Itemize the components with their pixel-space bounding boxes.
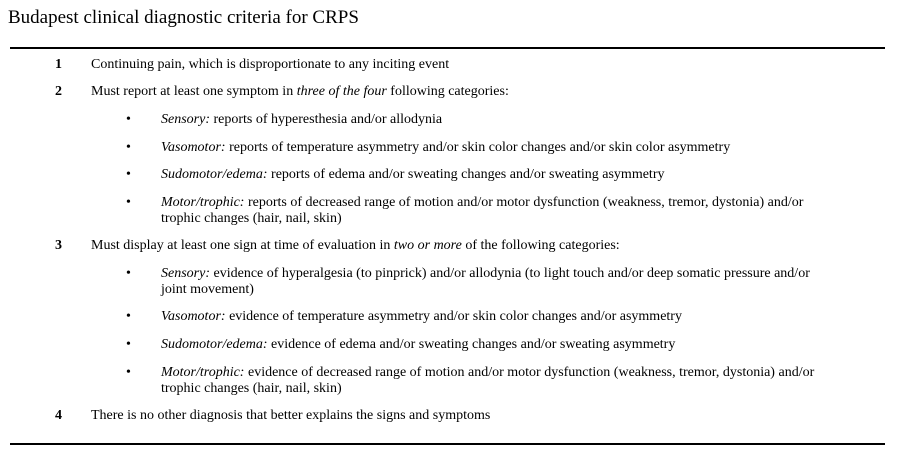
criterion-text: There is no other diagnosis that better explains the signs and symptoms (91, 408, 491, 423)
list-item: Motor/trophic: evidence of decreased range of motion and/or motor dysfunction (weakness, tremor, dystonia) and/or (161, 365, 815, 380)
criterion-number: 3 (55, 238, 62, 253)
criterion-number: 4 (55, 408, 62, 423)
list-item: Sensory: evidence of hyperalgesia (to pinprick) and/or allodynia (to light touch and/or deep somatic pressure and/or (161, 266, 810, 281)
criterion-number: 1 (55, 57, 62, 72)
list-item: Vasomotor: reports of temperature asymmetry and/or skin color changes and/or skin color asymmetry (161, 140, 731, 155)
criterion-text: Continuing pain, which is disproportionate to any inciting event (91, 57, 450, 72)
bullet-icon: • (126, 309, 131, 324)
list-item: Sudomotor/edema: evidence of edema and/or sweating changes and/or sweating asymmetry (161, 337, 676, 352)
criterion-text: Must display at least one sign at time of evaluation in two or more of the following categories: (91, 238, 620, 253)
table-title: Budapest clinical diagnostic criteria for CRPS (8, 7, 359, 28)
bullet-icon: • (126, 167, 131, 182)
bullet-icon: • (126, 266, 131, 281)
list-item-continuation: trophic changes (hair, nail, skin) (161, 211, 342, 226)
list-item-continuation: trophic changes (hair, nail, skin) (161, 381, 342, 396)
list-item-continuation: joint movement) (161, 282, 254, 297)
criterion-text: Must report at least one symptom in three of the four following categories: (91, 84, 509, 99)
bullet-icon: • (126, 112, 131, 127)
bullet-icon: • (126, 365, 131, 380)
list-item: Sensory: reports of hyperesthesia and/or allodynia (161, 112, 443, 127)
list-item: Motor/trophic: reports of decreased range of motion and/or motor dysfunction (weakness, tremor, dystonia) and/or (161, 195, 804, 210)
list-item: Sudomotor/edema: reports of edema and/or sweating changes and/or sweating asymmetry (161, 167, 665, 182)
top-rule (10, 47, 885, 49)
bullet-icon: • (126, 195, 131, 210)
bullet-icon: • (126, 140, 131, 155)
criterion-number: 2 (55, 84, 62, 99)
bullet-icon: • (126, 337, 131, 352)
list-item: Vasomotor: evidence of temperature asymmetry and/or skin color changes and/or asymmetry (161, 309, 682, 324)
bottom-rule (10, 443, 885, 445)
